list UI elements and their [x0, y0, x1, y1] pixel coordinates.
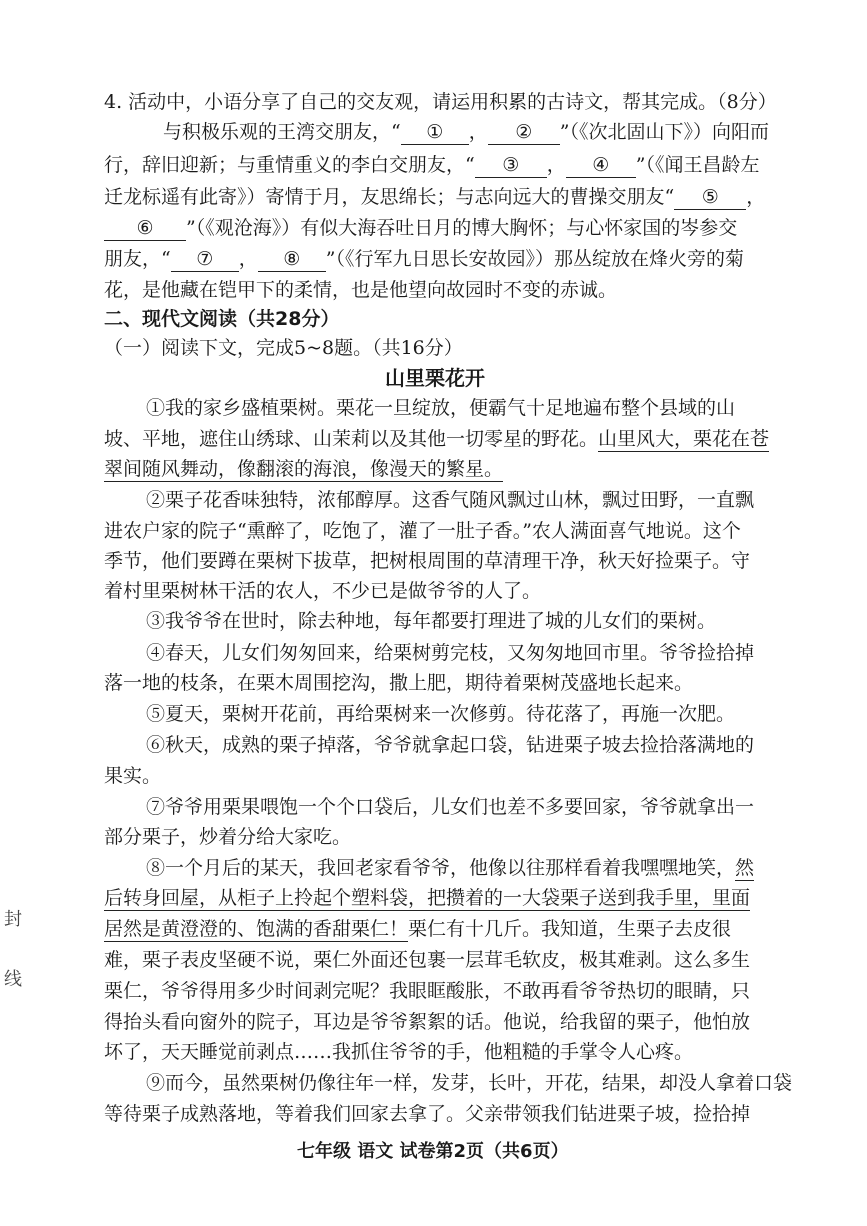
section-heading: 二、现代文阅读（共28分） [104, 308, 340, 330]
para-1-line-1: ①我的家乡盛植栗树。栗花一旦绽放，便霸气十足地遍布整个县域的山 [146, 397, 736, 419]
q4-line-4: ⑥ ”（《观沧海》）有似大海吞吐日月的博大胸怀；与心怀家国的岑参交 [104, 216, 737, 241]
para-5: ⑤夏天，栗树开花前，再给栗树来一次修剪。待花落了，再施一次肥。 [146, 703, 736, 725]
para-9-line-1: ⑨而今，虽然栗树仍像往年一样，发芽，长叶，开花，结果，却没人拿着口袋 [146, 1072, 793, 1094]
blank-7[interactable]: ⑦ [171, 247, 239, 272]
blank-1[interactable]: ① [401, 120, 469, 145]
para-8-line-6: 得抬头看向窗外的院子，耳边是爷爷絮絮的话。他说，给我留的栗子，他怕放 [104, 1011, 751, 1033]
q4-line-6: 花，是他藏在铠甲下的柔情，也是他望向故园时不变的赤诚。 [104, 279, 618, 301]
blank-4[interactable]: ④ [566, 153, 636, 178]
para-8-line-7: 坏了，天天睡觉前剥点……我抓住爷爷的手，他粗糙的手掌令人心疼。 [104, 1041, 694, 1063]
q4-line-1: 与积极乐观的王湾交朋友，“ ① ， ② ”（《次北固山下》）向阳而 [163, 121, 769, 143]
para-2-line-1: ②栗子花香味独特，浓郁醇厚。这香气随风飘过山林，飘过田野，一直飘 [146, 489, 755, 511]
para-2-line-4: 着村里栗树林干活的农人，不少已是做爷爷的人了。 [104, 580, 542, 602]
margin-mark-2: 线 [4, 969, 22, 990]
para-6-line-2: 果实。 [104, 765, 162, 787]
para-2-line-3: 季节，他们要蹲在栗树下拔草，把树根周围的草清理干净，秋天好捡栗子。守 [104, 550, 751, 572]
para-8-line-4: 难，栗子表皮坚硬不说，栗仁外面还包裹一层茸毛软皮，极其难剥。这么多生 [104, 949, 751, 971]
para-4-line-2: 落一地的枝条，在栗木周围挖沟，撒上肥，期待着栗树茂盛地长起来。 [104, 672, 694, 694]
underlined-sentence-1: 山里风大，栗花在苍 [598, 428, 770, 450]
q4-line-2: 行，辞旧迎新；与重情重义的李白交朋友，“ ③ ， ④ ”（《闻王昌龄左 [104, 154, 760, 176]
para-8-line-2 [104, 886, 750, 910]
para-9-line-2: 等待栗子成熟落地，等着我们回家去拿了。父亲带领我们钻进栗子坡，捡拾掉 [104, 1103, 751, 1125]
blank-8[interactable]: ⑧ [258, 247, 326, 272]
blank-5[interactable]: ⑤ [674, 185, 746, 210]
underlined-sentence-2: 后转身回屋，从柜子上拎起个塑料袋，把攒着的一大袋栗子送到我手里，里面 [104, 887, 751, 909]
passage-title: 山里栗花开 [385, 366, 485, 390]
margin-mark-1: 封 [4, 909, 22, 930]
para-6-line-1: ⑥秋天，成熟的栗子掉落，爷爷就拿起口袋，钻进栗子坡去捡拾落满地的 [146, 734, 755, 756]
section-subheading: （一）阅读下文，完成5~8题。（共16分） [104, 337, 463, 359]
blank-6[interactable]: ⑥ [104, 216, 186, 241]
para-8-line-5: 栗仁，爷爷得用多少时间剥完呢？我眼眶酸胀，不敢再看爷爷热切的眼睛，只 [104, 980, 751, 1002]
q4-line-3: 迁龙标遥有此寄》）寄情于月，友思绵长；与志向远大的曹操交朋友“ ⑤ ， [104, 186, 766, 208]
blank-3[interactable]: ③ [475, 153, 547, 178]
q4-line-5: 朋友，“ ⑦ ， ⑧ ”（《行军九日思长安故园》）那丛绽放在烽火旁的菊 [104, 248, 744, 270]
para-3: ③我爷爷在世时，除去种地，每年都要打理进了城的儿女们的栗树。 [146, 610, 717, 632]
para-4-line-1: ④春天，儿女们匆匆回来，给栗树剪完枝，又匆匆地回市里。爷爷捡拾掉 [146, 642, 755, 664]
para-7-line-1: ⑦爷爷用栗果喂饱一个个口袋后，儿女们也差不多要回家，爷爷就拿出一 [146, 796, 755, 818]
q4-stem: 4. 活动中，小语分享了自己的交友观，请运用积累的古诗文，帮其完成。（8分） [104, 91, 777, 113]
blank-2[interactable]: ② [488, 120, 560, 145]
para-7-line-2: 部分栗子，炒着分给大家吃。 [104, 826, 352, 848]
para-8-line-1: ⑧一个月后的某天，我回老家看爷爷，他像以往那样看着我嘿嘿地笑，然 [146, 857, 755, 879]
para-1-line-2: 坡、平地，遮住山绣球、山茉莉以及其他一切零星的野花。山里风大，栗花在苍 [104, 428, 770, 450]
para-1-line-3: 翠间随风舞动，像翻滚的海浪，像漫天的繁星。 [104, 458, 504, 480]
para-2-line-2: 进农户家的院子“熏醉了，吃饱了，灌了一肚子香。”农人满面喜气地说。这个 [104, 520, 741, 542]
para-8-line-3: 居然是黄澄澄的、饱满的香甜栗仁！栗仁有十几斤。我知道，生栗子去皮很 [104, 918, 732, 940]
page-footer: 七年级 语文 试卷第2页（共6页） [297, 1141, 569, 1162]
